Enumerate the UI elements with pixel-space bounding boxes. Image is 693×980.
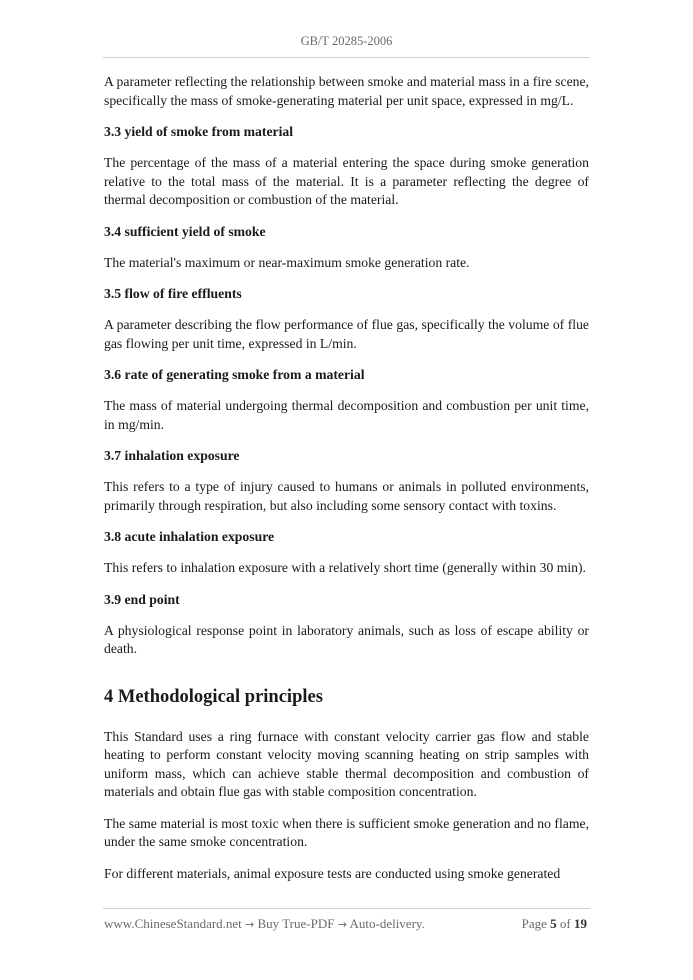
footer-divider bbox=[103, 908, 590, 909]
site-link[interactable]: www.ChineseStandard.net bbox=[104, 916, 242, 931]
paragraph-4-principle-2: The same material is most toxic when there is sufficient smoke generation and no flame, under the same smoke concentration. bbox=[104, 815, 589, 849]
paragraph-3-5-definition: A parameter describing the flow performance of flue gas, specifically the volume of flue gas flowing per unit time, expressed in L/min. bbox=[104, 317, 589, 351]
paragraph-4-principle-3: For different materials, animal exposure tests are conducted using smoke generated bbox=[104, 865, 561, 881]
paragraph-3-6-definition: The mass of material undergoing thermal decomposition and combustion per unit time, in mg/min. bbox=[104, 398, 589, 432]
page-label: Page bbox=[521, 916, 547, 931]
chapter-heading-4: 4 Methodological principles bbox=[104, 686, 323, 707]
section-heading-3-4: 3.4 sufficient yield of smoke bbox=[104, 223, 266, 239]
arrow-right-icon: → bbox=[245, 918, 255, 931]
buy-pdf-link[interactable]: Buy True-PDF bbox=[257, 916, 335, 931]
paragraph-3-2-definition: A parameter reflecting the relationship between smoke and material mass in a fire scene, specifically the mass of smoke-generating material per unit space, expressed in mg/L. bbox=[104, 74, 589, 108]
paragraph-3-4-definition: The material's maximum or near-maximum smoke generation rate. bbox=[104, 254, 470, 270]
delivery-text: Auto-delivery. bbox=[349, 916, 425, 931]
paragraph-3-8-definition: This refers to inhalation exposure with a relatively short time (generally within 30 min). bbox=[104, 560, 586, 575]
section-heading-3-3: 3.3 yield of smoke from material bbox=[104, 124, 294, 139]
section-heading-3-5: 3.5 flow of fire effluents bbox=[104, 286, 242, 301]
current-page: 5 bbox=[550, 916, 557, 931]
section-heading-3-6: 3.6 rate of generating smoke from a material bbox=[104, 367, 365, 382]
page-of-label: of bbox=[559, 916, 571, 931]
footer-links bbox=[104, 916, 425, 932]
paragraph-3-9-definition: A physiological response point in laboratory animals, such as loss of escape ability or death. bbox=[104, 622, 589, 656]
arrow-right-icon: → bbox=[337, 918, 347, 931]
page-content bbox=[104, 67, 589, 883]
header-divider bbox=[103, 57, 590, 58]
doc-header: GB/T 20285-2006 bbox=[300, 34, 393, 48]
page-number bbox=[522, 916, 587, 932]
paragraph-4-principle-1: This Standard uses a ring furnace with constant velocity carrier gas flow and stable heating to perform constant velocity moving scanning heating on strip samples with uniform mass, which can achieve stable thermal decomposition and combustion of materials and obtain flue gas with stable composition concentration. bbox=[104, 728, 589, 799]
paragraph-3-3-definition: The percentage of the mass of a material entering the space during smoke generation relative to the total mass of the material. It is a parameter reflecting the degree of thermal decomposition or combustion of the material. bbox=[104, 155, 589, 207]
section-heading-3-7: 3.7 inhalation exposure bbox=[104, 448, 240, 463]
paragraph-3-7-definition: This refers to a type of injury caused to humans or animals in polluted environments, primarily through respiration, but also including some sensory contact with toxins. bbox=[104, 479, 589, 513]
total-pages: 19 bbox=[574, 916, 587, 931]
section-heading-3-8: 3.8 acute inhalation exposure bbox=[104, 529, 275, 544]
section-heading-3-9: 3.9 end point bbox=[104, 591, 180, 607]
